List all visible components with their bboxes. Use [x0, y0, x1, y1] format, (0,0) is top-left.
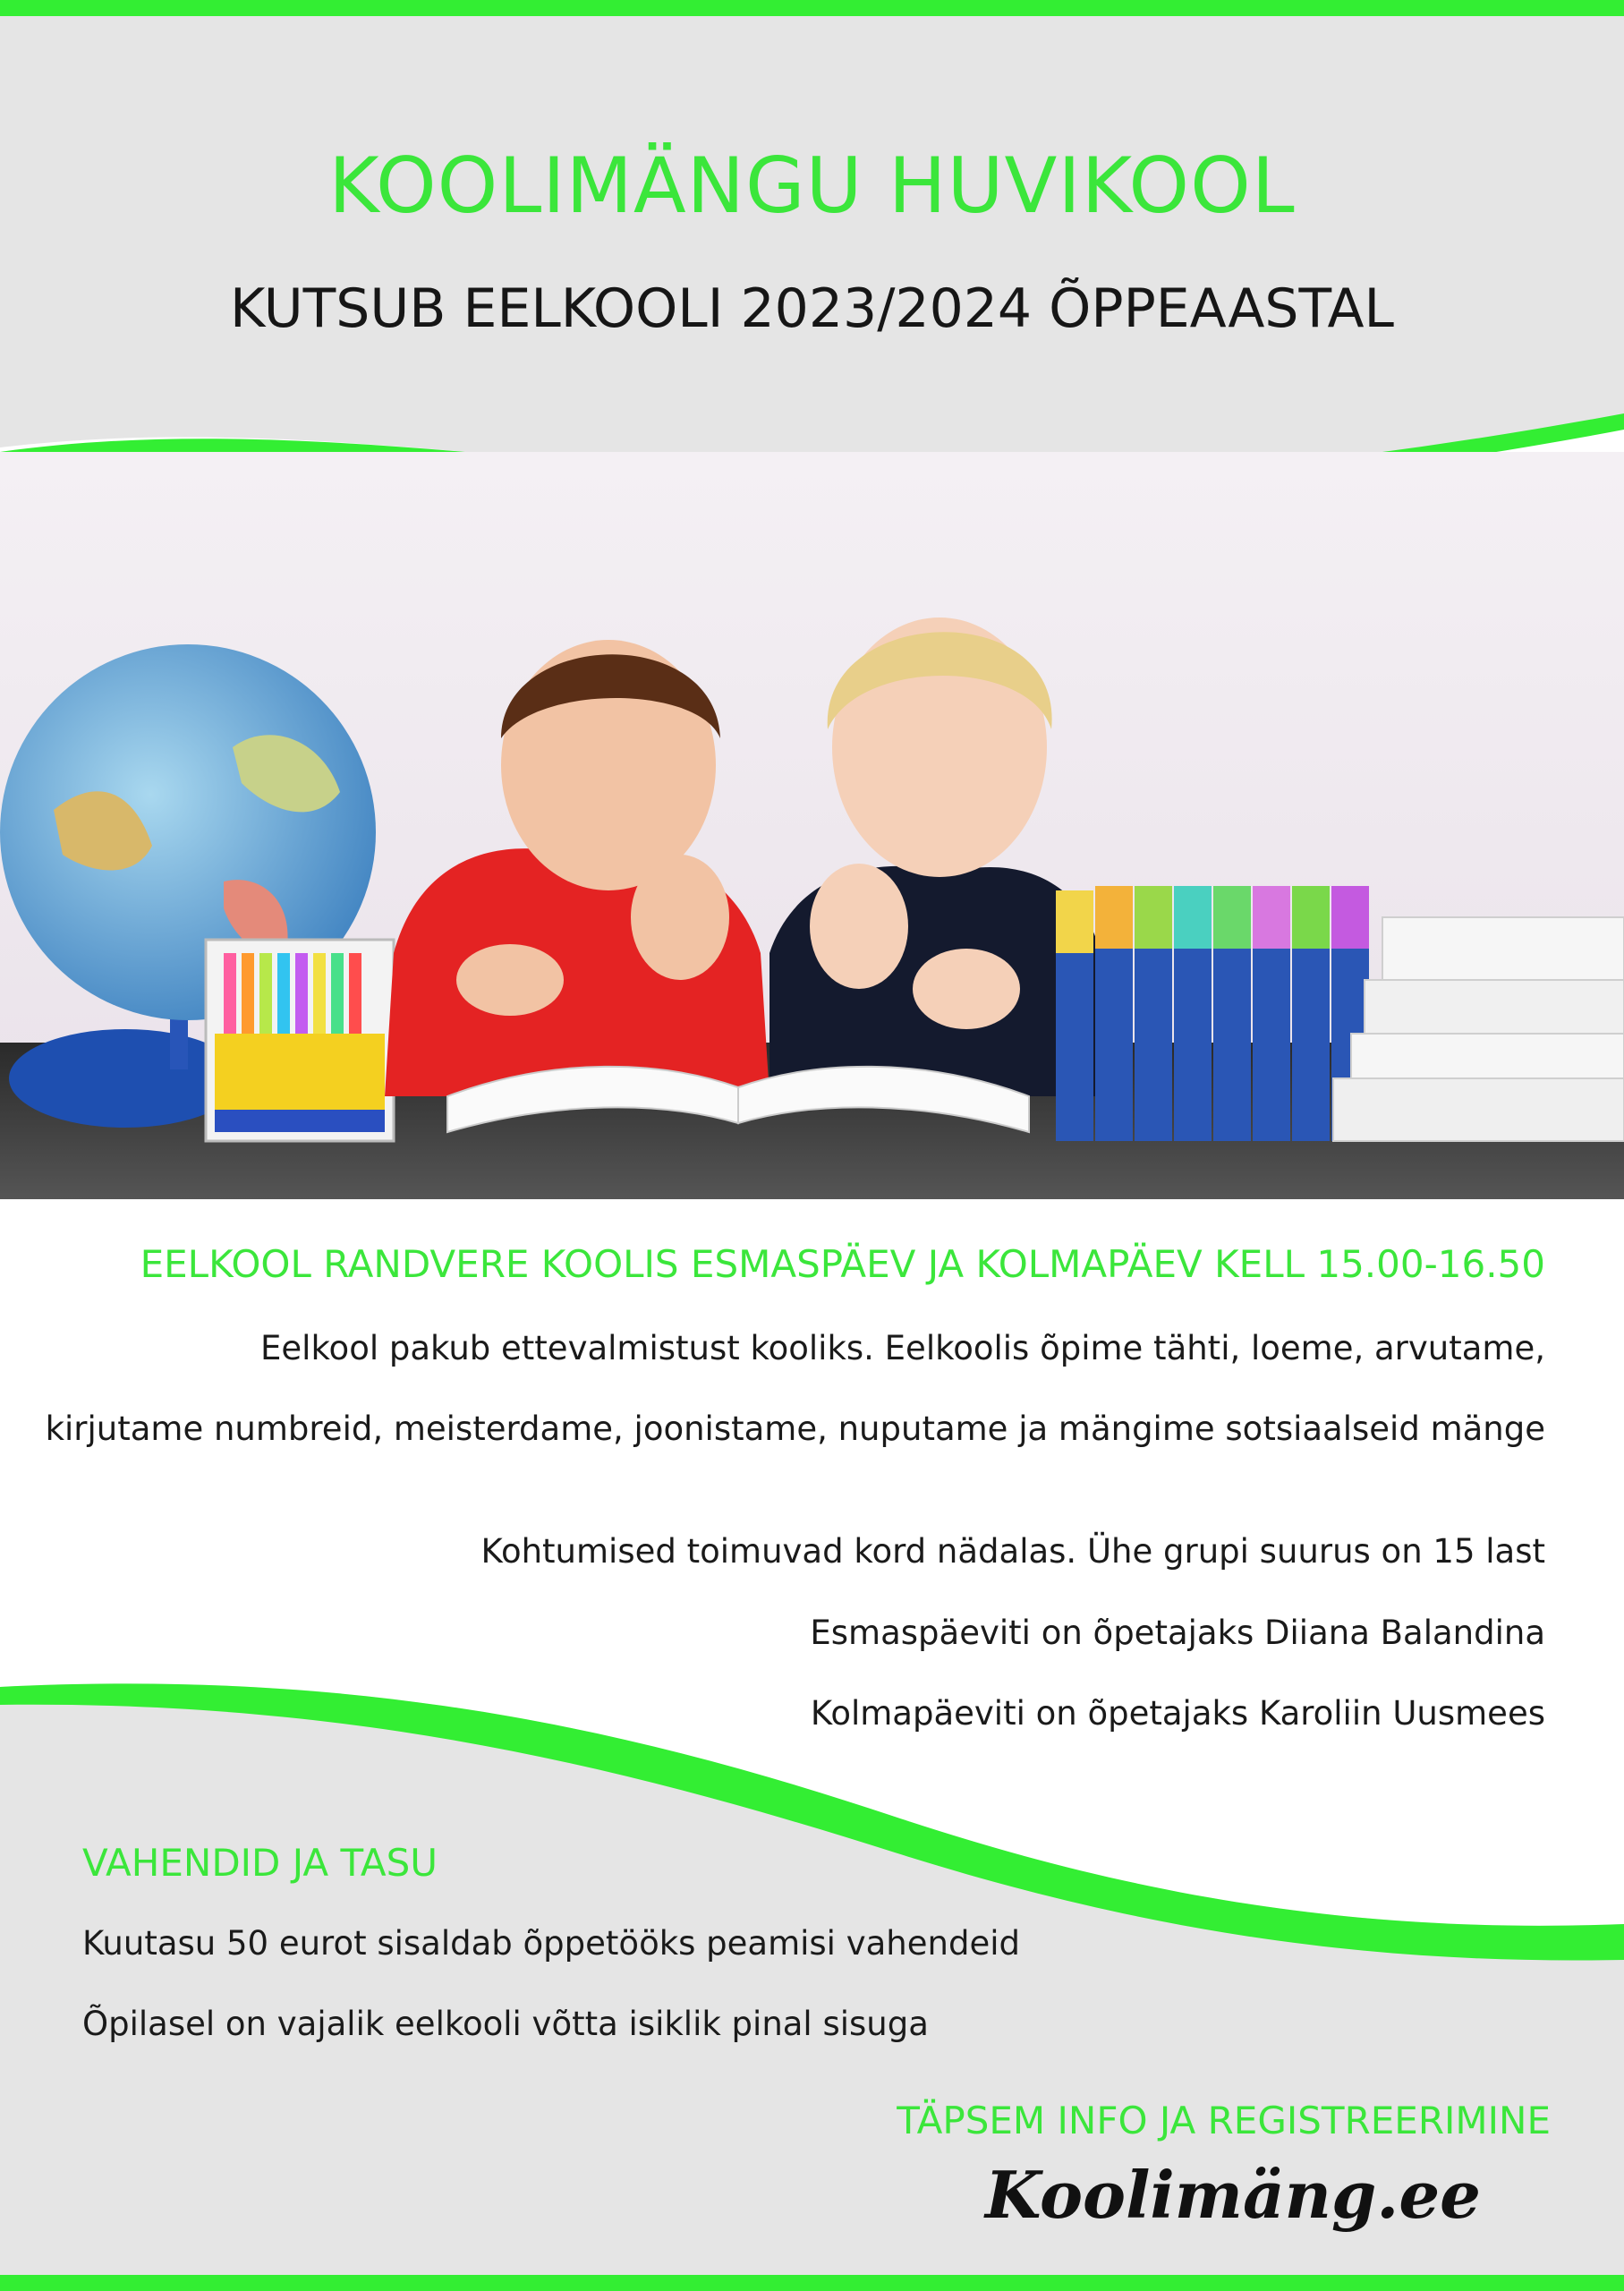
poster-title: KOOLIMÄNGU HUVIKOOL [328, 141, 1296, 231]
schedule-heading: EELKOOL RANDVERE KOOLIS ESMASPÄEV JA KOLMAPÄEV KELL 15.00-16.50 [140, 1242, 1545, 1286]
description-line: Eelkool pakub ettevalmistust kooliks. Eelkoolis õpime tähti, loeme, arvutame, [260, 1329, 1545, 1367]
koolimang-logo: Koolimäng.ee [985, 2157, 1481, 2233]
description-line: kirjutame numbreid, meisterdame, joonistame, nuputame ja mängime sotsiaalseid mänge [45, 1410, 1545, 1448]
means-heading: VAHENDID JA TASU [82, 1841, 438, 1885]
markers-box-image [206, 940, 394, 1141]
group-size-line: Kohtumised toimuvad kord nädalas. Ühe grupi suurus on 15 last [480, 1532, 1545, 1571]
photo-children-with-books [0, 452, 1624, 1199]
fee-line: Kuutasu 50 eurot sisaldab õppetööks peamisi vahendeid [82, 1924, 1020, 1963]
pencil-case-line: Õpilasel on vajalik eelkooli võtta isiklik pinal sisuga [82, 2005, 929, 2043]
wednesday-teacher-line: Kolmapäeviti on õpetajaks Karoliin Uusmees [810, 1694, 1545, 1733]
bottom-bar [0, 2275, 1624, 2291]
monday-teacher-line: Esmaspäeviti on õpetajaks Diiana Balandina [810, 1614, 1545, 1652]
registration-heading: TÄPSEM INFO JA REGISTREERIMINE [897, 2099, 1551, 2142]
top-panel [0, 0, 1624, 483]
top-bar [0, 0, 1624, 16]
poster-subtitle: KUTSUB EELKOOLI 2023/2024 ÕPPEAASTAL [230, 277, 1394, 340]
